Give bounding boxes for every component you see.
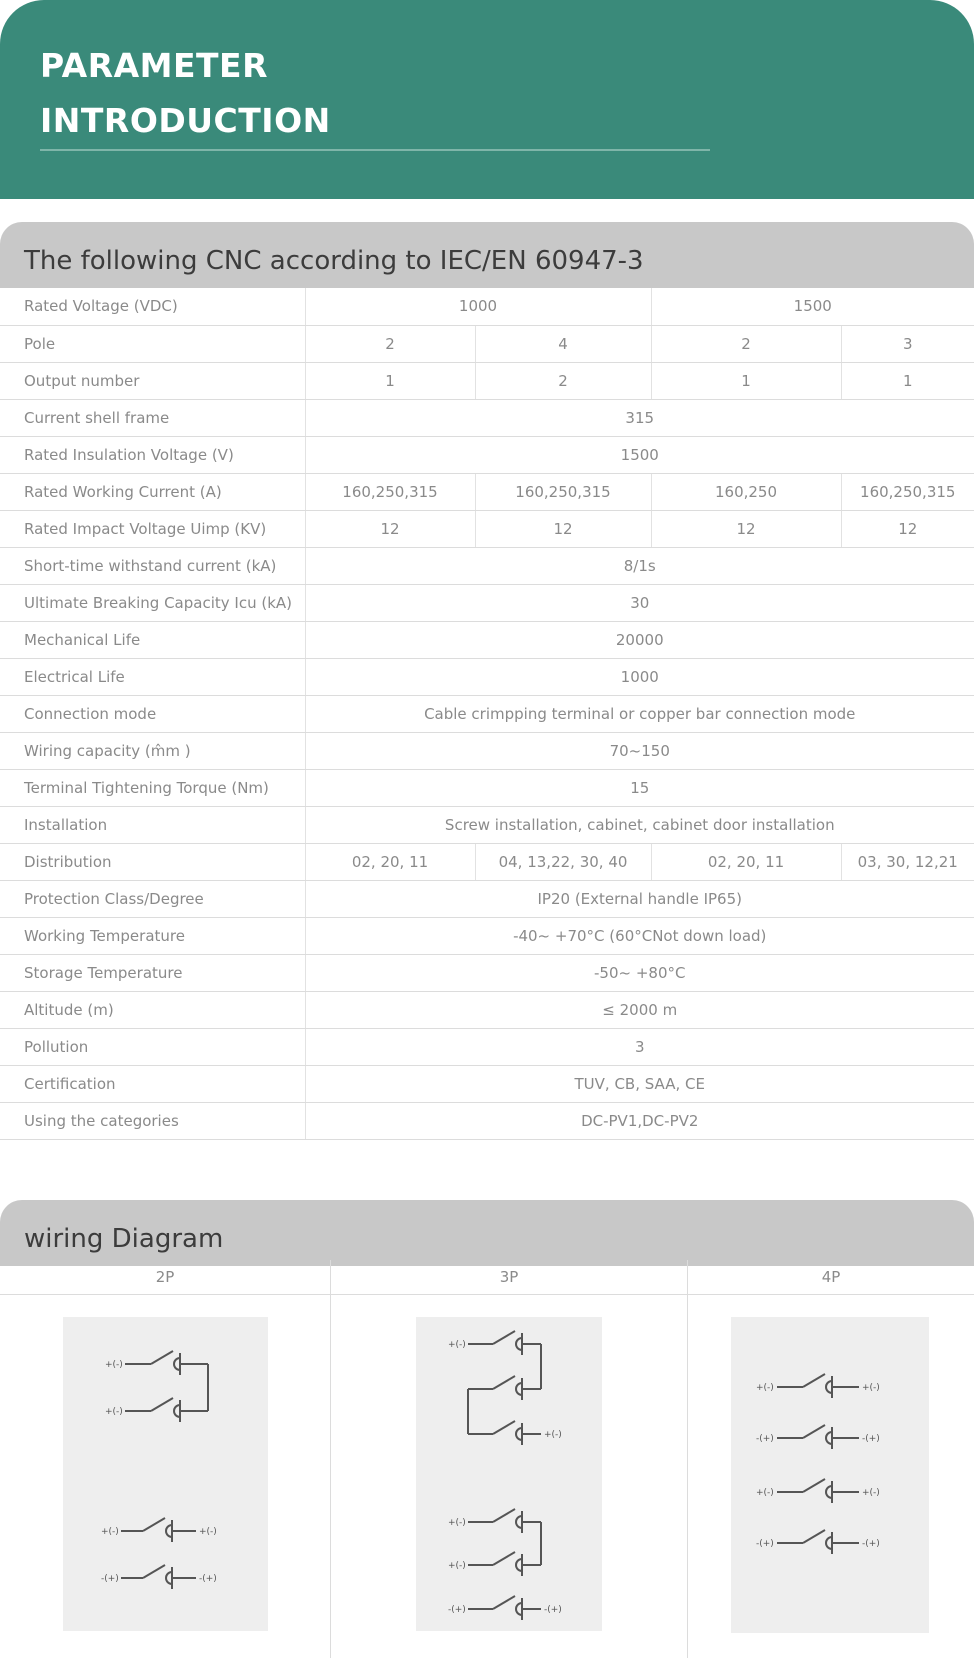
row-value: 8/1s [305, 547, 974, 584]
row-value: 02, 20, 11 [651, 843, 841, 880]
wiring-column-2p [0, 1260, 330, 1658]
row-value: 70~150 [305, 732, 974, 769]
row-label: Current shell frame [0, 399, 305, 436]
row-value: 12 [651, 510, 841, 547]
hero-banner [0, 0, 974, 199]
svg-text:+(-): +(-) [448, 1340, 466, 1350]
svg-text:-(+): -(+) [101, 1574, 119, 1584]
row-value: 3 [305, 1028, 974, 1065]
row-label: Storage Temperature [0, 954, 305, 991]
table-row [0, 769, 974, 806]
table-row [0, 917, 974, 954]
row-value: 1000 [305, 288, 651, 325]
wiring-section-header [0, 1200, 974, 1266]
table-row [0, 1028, 974, 1065]
row-label: Working Temperature [0, 917, 305, 954]
row-label: Connection mode [0, 695, 305, 732]
row-value: 2 [475, 362, 651, 399]
svg-text:+(-): +(-) [756, 1488, 774, 1498]
row-value: 160,250,315 [475, 473, 651, 510]
table-row [0, 288, 974, 325]
svg-text:-(+): -(+) [862, 1434, 880, 1444]
table-row [0, 325, 974, 362]
table-row [0, 436, 974, 473]
row-value: 12 [475, 510, 651, 547]
table-row [0, 1065, 974, 1102]
wiring-diagrams [0, 1260, 974, 1658]
table-row [0, 695, 974, 732]
table-row [0, 991, 974, 1028]
row-value: 1000 [305, 658, 974, 695]
row-label: Wiring capacity (m̂m ) [0, 732, 305, 769]
svg-text:+(-): +(-) [862, 1383, 880, 1393]
row-value: 15 [305, 769, 974, 806]
row-value: -40~ +70°C (60°CNot down load) [305, 917, 974, 954]
spec-section-header [0, 222, 974, 288]
row-label: Short-time withstand current (kA) [0, 547, 305, 584]
row-value: 20000 [305, 621, 974, 658]
row-value: 1 [841, 362, 974, 399]
wiring-column-label: 4P [688, 1260, 974, 1295]
row-value: 2 [651, 325, 841, 362]
row-value: 160,250,315 [305, 473, 475, 510]
switch-diagram-icon [63, 1317, 268, 1631]
row-value: 315 [305, 399, 974, 436]
row-label: Using the categories [0, 1102, 305, 1139]
row-label: Ultimate Breaking Capacity Icu (kA) [0, 584, 305, 621]
row-value: 12 [305, 510, 475, 547]
table-row [0, 621, 974, 658]
row-value: 03, 30, 12,21 [841, 843, 974, 880]
row-value: IP20 (External handle IP65) [305, 880, 974, 917]
diagram-4p [731, 1317, 929, 1633]
svg-text:-(+): -(+) [199, 1574, 217, 1584]
hero-divider [40, 149, 710, 151]
table-row [0, 510, 974, 547]
row-value: Screw installation, cabinet, cabinet door installation [305, 806, 974, 843]
spec-section-title: The following CNC according to IEC/EN 60947-3 [24, 246, 644, 276]
row-label: Pole [0, 325, 305, 362]
table-row [0, 658, 974, 695]
row-value: 160,250 [651, 473, 841, 510]
svg-text:+(-): +(-) [448, 1518, 466, 1528]
switch-diagram-icon [731, 1317, 929, 1633]
row-value: 1 [305, 362, 475, 399]
row-label: Output number [0, 362, 305, 399]
row-value: 30 [305, 584, 974, 621]
row-value: 2 [305, 325, 475, 362]
wiring-column-label: 3P [331, 1260, 687, 1295]
row-value: -50~ +80°C [305, 954, 974, 991]
svg-text:+(-): +(-) [862, 1488, 880, 1498]
table-row [0, 843, 974, 880]
row-label: Installation [0, 806, 305, 843]
table-row [0, 954, 974, 991]
table-row [0, 880, 974, 917]
spec-table [0, 288, 974, 1140]
row-label: Terminal Tightening Torque (Nm) [0, 769, 305, 806]
row-label: Pollution [0, 1028, 305, 1065]
svg-text:+(-): +(-) [544, 1430, 562, 1440]
hero-title-line1: PARAMETER [40, 46, 268, 85]
row-value: TUV, CB, SAA, CE [305, 1065, 974, 1102]
row-value: 1500 [305, 436, 974, 473]
table-row [0, 547, 974, 584]
row-label: Rated Working Current (A) [0, 473, 305, 510]
row-value: 160,250,315 [841, 473, 974, 510]
svg-text:-(+): -(+) [756, 1434, 774, 1444]
row-value: DC-PV1,DC-PV2 [305, 1102, 974, 1139]
row-label: Electrical Life [0, 658, 305, 695]
diagram-3p [416, 1317, 602, 1631]
hero-title [40, 38, 331, 148]
row-label: Certification [0, 1065, 305, 1102]
svg-text:+(-): +(-) [199, 1527, 217, 1537]
hero-title-line2: INTRODUCTION [40, 101, 331, 140]
svg-text:+(-): +(-) [448, 1561, 466, 1571]
wiring-column-label: 2P [0, 1260, 330, 1295]
row-label: Distribution [0, 843, 305, 880]
table-row [0, 362, 974, 399]
row-value: 12 [841, 510, 974, 547]
svg-text:-(+): -(+) [448, 1605, 466, 1615]
row-value: Cable crimpping terminal or copper bar connection mode [305, 695, 974, 732]
table-row [0, 473, 974, 510]
row-value: 1500 [651, 288, 974, 325]
row-label: Altitude (m) [0, 991, 305, 1028]
wiring-column-4p [687, 1260, 974, 1658]
svg-text:-(+): -(+) [756, 1539, 774, 1549]
row-label: Rated Impact Voltage Uimp (KV) [0, 510, 305, 547]
svg-text:+(-): +(-) [101, 1527, 119, 1537]
table-row [0, 399, 974, 436]
table-row [0, 732, 974, 769]
svg-text:-(+): -(+) [862, 1539, 880, 1549]
row-label: Rated Insulation Voltage (V) [0, 436, 305, 473]
row-value: 3 [841, 325, 974, 362]
row-value: 1 [651, 362, 841, 399]
row-value: 04, 13,22, 30, 40 [475, 843, 651, 880]
wiring-column-3p [330, 1260, 687, 1658]
switch-diagram-icon [416, 1317, 602, 1631]
row-label: Mechanical Life [0, 621, 305, 658]
svg-text:+(-): +(-) [105, 1407, 123, 1417]
svg-text:+(-): +(-) [105, 1360, 123, 1370]
row-label: Rated Voltage (VDC) [0, 288, 305, 325]
svg-text:-(+): -(+) [544, 1605, 562, 1615]
svg-text:+(-): +(-) [756, 1383, 774, 1393]
table-row [0, 584, 974, 621]
table-row [0, 1102, 974, 1139]
table-row [0, 806, 974, 843]
row-value: 02, 20, 11 [305, 843, 475, 880]
diagram-2p [63, 1317, 268, 1631]
row-value: ≤ 2000 m [305, 991, 974, 1028]
wiring-section-title: wiring Diagram [24, 1224, 224, 1254]
row-label: Protection Class/Degree [0, 880, 305, 917]
row-value: 4 [475, 325, 651, 362]
